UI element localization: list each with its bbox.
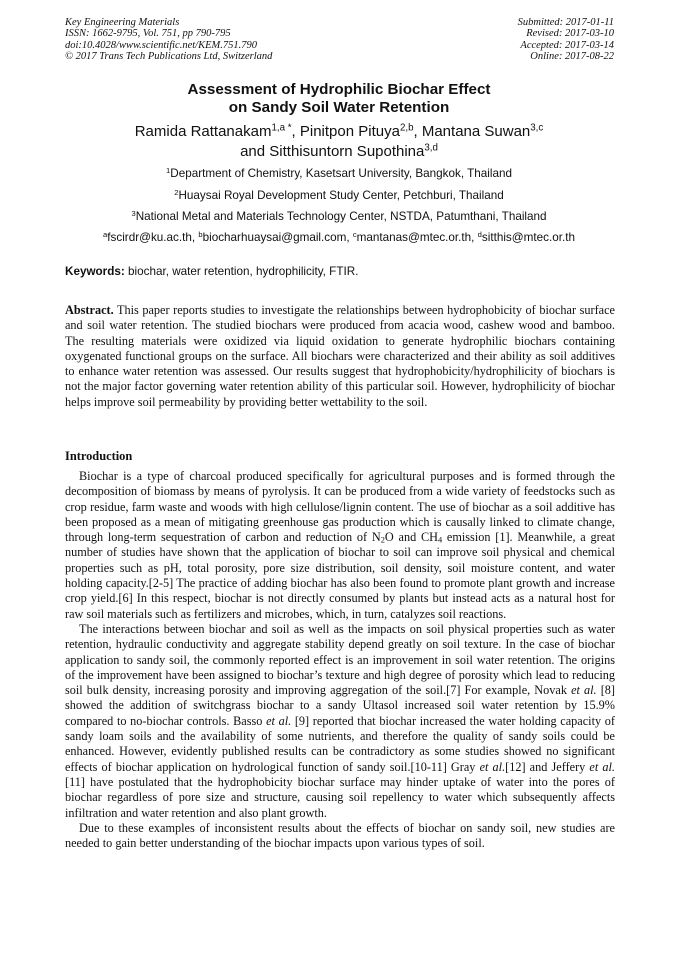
title-line-2: on Sandy Soil Water Retention	[228, 99, 450, 116]
doi-line: doi:10.4028/www.scientific.net/KEM.751.790	[65, 39, 257, 51]
section-heading-introduction: Introduction	[65, 449, 133, 463]
text-run: O and CH	[384, 530, 438, 545]
author-marker: 3,d	[424, 142, 438, 154]
affiliation-marker: 1	[166, 165, 171, 175]
keywords	[65, 265, 358, 278]
email-line	[0, 231, 678, 244]
text-run: [8] showed the addition of switchgrass biochar to a sandy Ultasol increased soil water retention by 15.9% compared to no-biochar controls. Basso	[65, 683, 615, 728]
journal-info	[65, 17, 272, 62]
intro-paragraph-1	[65, 469, 615, 622]
affiliation-2	[0, 189, 678, 202]
author-name: Sitthisuntorn Supothina	[269, 142, 425, 160]
affiliation-1	[0, 167, 678, 180]
abstract-paragraph	[65, 303, 615, 410]
text-run: [11] have postulated that the hydrophobicity biochar surface may hinder uptake of water into the pores of biochar regardless of pore size and structure, causing soil repellency to water which subsequently affects infiltration and water retention and also plant growth.	[65, 774, 615, 820]
affiliation-3	[0, 210, 678, 223]
subscript: 2	[380, 535, 385, 545]
email-marker: d	[477, 229, 482, 239]
journal-name: Key Engineering Materials	[65, 17, 180, 28]
email-text: sitthis@mtec.or.th	[481, 231, 575, 244]
author-conjunction: and	[240, 142, 270, 160]
text-run: emission [1]. Meanwhile, a great number of studies have shown that the application of biochar to soil can improve soil physical and chemical properties such as pH, total porosity, pore size distribution, soil density, soil moisture content, and water holding capacity.[2-5] The practice of adding biochar has also been found to promote plant growth and increase crop yield.[6] In this respect, biochar is not directly consumed by plants but instead acts as a natural host for raw soil materials such as fertilizers and microbes, which, in turn, catalyzes soil reactions.	[65, 530, 615, 621]
submitted-date: Submitted: 2017-01-11	[517, 17, 614, 28]
online-date: Online: 2017-08-22	[530, 50, 614, 62]
abstract-text: This paper reports studies to investigate the relationships between hydrophobicity of biochar surface and soil water retention. The studied biochars were produced from acacia wood, cashew wood and bamboo. The resulting materials were oxidized via liquid oxidation to generate hydrophilic biochars containing oxygenated functional groups on the surface. All biochars were characterized and their ability as soil additives to enhance water retention was assessed. Our results suggest that hydrophobicity/hydrophilicity of biochars is not the major factor governing water retention ability of this particular soil. However, hydrophilicity of biochar helps improve soil permeability by providing better wettability to the soil.	[65, 303, 615, 409]
italic-citation: et al.	[266, 713, 292, 728]
title-line-1: Assessment of Hydrophilic Biochar Effect	[187, 81, 491, 98]
author-line-2	[0, 142, 678, 162]
italic-citation: et al.	[571, 683, 597, 698]
issn-line: ISSN: 1662-9795, Vol. 751, pp 790-795	[65, 28, 231, 40]
italic-citation: et al.	[479, 759, 506, 774]
author-name: Mantana Suwan	[421, 123, 531, 140]
email-marker: a	[103, 229, 108, 239]
email-marker: c	[352, 229, 357, 239]
author-name: Ramida Rattanakam	[134, 123, 272, 140]
subscript: 4	[437, 535, 443, 545]
email-text: mantanas@mtec.or.th,	[356, 231, 478, 244]
email-text: biocharhuaysai@gmail.com,	[202, 231, 353, 244]
revised-date: Revised: 2017-03-10	[526, 28, 614, 40]
affiliation-text: Department of Chemistry, Kasetsart University, Bangkok, Thailand	[170, 167, 512, 180]
email-text: fscirdr@ku.ac.th,	[107, 231, 199, 244]
paper-title	[0, 81, 678, 117]
author-name: Pinitpon Pituya	[299, 123, 400, 140]
author-separator: ,	[291, 123, 300, 140]
keywords-label: Keywords:	[65, 265, 125, 278]
keywords-text: biochar, water retention, hydrophilicity, FTIR.	[124, 265, 359, 278]
email-marker: b	[198, 229, 203, 239]
author-marker: 1,a *	[271, 122, 292, 134]
copyright-line: © 2017 Trans Tech Publications Ltd, Switzerland	[65, 50, 273, 62]
author-list	[0, 122, 678, 161]
intro-paragraph-3: Due to these examples of inconsistent results about the effects of biochar on sandy soil, new studies are needed to gain better understanding of the biochar impacts upon various types of soil.	[65, 820, 615, 851]
abstract	[65, 303, 615, 410]
affiliation-text: National Metal and Materials Technology Center, NSTDA, Patumthani, Thailand	[135, 210, 547, 223]
intro-paragraph-2	[65, 622, 615, 821]
text-run: [9] reported that biochar increased the water holding capacity of sandy loam soils and the availability of some nutrients, and therefore the quality of sandy soils could be enhanced. However, evidently published results can be contradictory as some studies showed no significant effects of biochar application on hydrological function of sandy soil.[10-11] Gray	[65, 713, 615, 774]
text-run: [12] and Jeffery	[505, 759, 590, 774]
author-line-1	[0, 122, 678, 142]
publication-dates	[518, 17, 614, 62]
italic-citation: et al.	[589, 759, 615, 774]
author-marker: 2,b	[399, 122, 414, 134]
affiliation-text: Huaysai Royal Development Study Center, Petchburi, Thailand	[178, 189, 504, 202]
abstract-label: Abstract.	[65, 303, 114, 317]
affiliation-marker: 2	[174, 187, 179, 197]
affiliation-marker: 3	[131, 208, 136, 218]
text-run: The interactions between biochar and soil as well as the impacts on soil physical properties such as water retention, hydraulic conductivity and aggregate stability depend greatly on soil texture. In the case of biochar application to sandy soil, the commonly reported effect is an improvement in soil water retention. The origins of the improvement have been assigned to biochar’s texture and high degree of porosity which lead to reducing soil bulk density, increasing porosity and improving aggregation of the soil.[7] For example, Novak	[65, 621, 615, 698]
accepted-date: Accepted: 2017-03-14	[520, 39, 614, 51]
author-marker: 3,c	[530, 122, 544, 134]
text-run: Biochar is a type of charcoal produced specifically for agricultural purposes and is formed through the decomposition of biomass by means of pyrolysis. It can be produced from a wide variety of feedstocks such as crop residue, farm waste and woods with high cellulose/lignin content. The use of biochar as a soil additive has been proposed as a mean of mitigating greenhouse gas production which is causally linked to climate change, through long-term sequestration of carbon and reduction of N	[65, 469, 615, 545]
author-separator: ,	[413, 123, 422, 140]
introduction-body	[65, 469, 615, 851]
